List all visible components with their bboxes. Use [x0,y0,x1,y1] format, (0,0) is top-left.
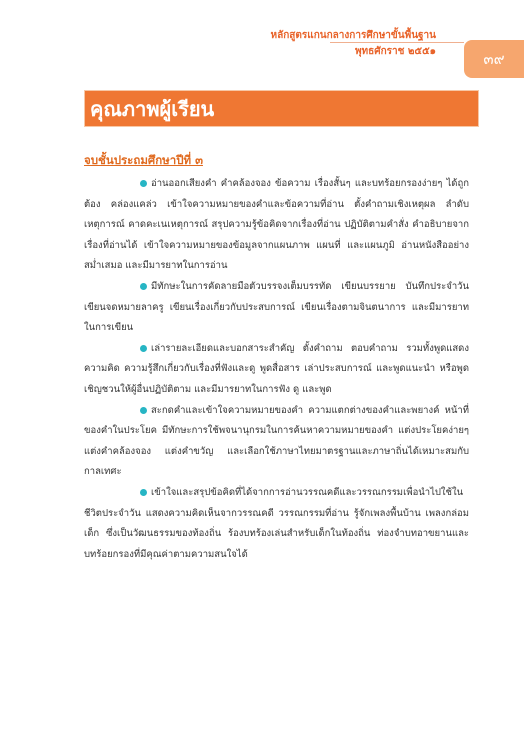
paragraph-3 [84,339,469,401]
paragraph-text: สะกดคำและเข้าใจความหมายของคำ ความแตกต่างของคำและพยางค์ หน้าที่ของคำในประโยค มีทักษะการใช้พจนานุกรมในการค้นหาความหมายของคำ แต่งประโยคง่ายๆ แต่งคำคล้องจอง แต่งคำขวัญ และเลือกใช้ภาษาไทยมาตรฐานและภาษาถิ่นได้เหมาะสมกับกาลเทศะ [84,404,469,478]
paragraph-1 [84,174,469,277]
bullet-icon [140,489,147,496]
page-number: ๓๙ [483,50,505,68]
banner-title: คุณภาพผู้เรียน [90,96,215,121]
bullet-icon [140,407,147,414]
page-number-tab [464,40,524,78]
document-subtitle: พุทธศักราช ๒๕๕๑ [354,46,436,57]
paragraph-5 [84,483,469,565]
paragraph-4 [84,401,469,483]
paragraph-text: อ่านออกเสียงคำ คำคล้องจอง ข้อความ เรื่องสั้นๆ และบทร้อยกรองง่ายๆ ได้ถูกต้อง คล่องแคล่ว เข้าใจความหมายของคำและข้อความที่อ่าน ตั้งคำถามเชิงเหตุผล ลำดับเหตุการณ์ คาดคะเนเหตุการณ์ สรุปความรู้ข้อคิดจากเรื่องที่อ่าน ปฏิบัติตามคำสั่ง คำอธิบายจากเรื่องที่อ่านได้ เข้าใจความหมายของข้อมูลจากแผนภาพ แผนที่ และแผนภูมิ อ่านหนังสืออย่างสม่ำเสมอ และมีมารยาทในการอ่าน [84,178,469,272]
grade-heading: จบชั้นประถมศึกษาปีที่ ๓ [84,153,203,167]
document-title: หลักสูตรแกนกลางการศึกษาขั้นพื้นฐาน [270,30,436,41]
paragraph-2 [84,277,469,339]
section-banner [84,90,479,127]
content-body [84,174,469,565]
bullet-icon [140,283,147,290]
bullet-icon [140,180,147,187]
bullet-icon [140,345,147,352]
paragraph-text: มีทักษะในการคัดลายมือตัวบรรจงเต็มบรรทัด เขียนบรรยาย บันทึกประจำวัน เขียนจดหมายลาครู เขียนเรื่องเกี่ยวกับประสบการณ์ เขียนเรื่องตามจินตนาการ และมีมารยาทในการเขียน [84,280,469,334]
header-divider [330,42,464,43]
paragraph-text: เล่ารายละเอียดและบอกสาระสำคัญ ตั้งคำถาม ตอบคำถาม รวมทั้งพูดแสดงความคิด ความรู้สึกเกี่ยวกับเรื่องที่ฟังและดู พูดสื่อสาร เล่าประสบการณ์ และพูดแนะนำ หรือพูดเชิญชวนให้ผู้อื่นปฏิบัติตาม และมีมารยาทในการฟัง ดู และพูด [84,342,469,395]
paragraph-text: เข้าใจและสรุปข้อคิดที่ได้จากการอ่านวรรณคดีและวรรณกรรมเพื่อนำไปใช้ในชีวิตประจำวัน แสดงความคิดเห็นจากวรรณคดี วรรณกรรมที่อ่าน รู้จักเพลงพื้นบ้าน เพลงกล่อมเด็ก ซึ่งเป็นวัฒนธรรมของท้องถิ่น ร้องบทร้องเล่นสำหรับเด็กในท้องถิ่น ท่องจำบทอาขยานและบทร้อยกรองที่มีคุณค่าตามความสนใจได้ [84,486,469,560]
